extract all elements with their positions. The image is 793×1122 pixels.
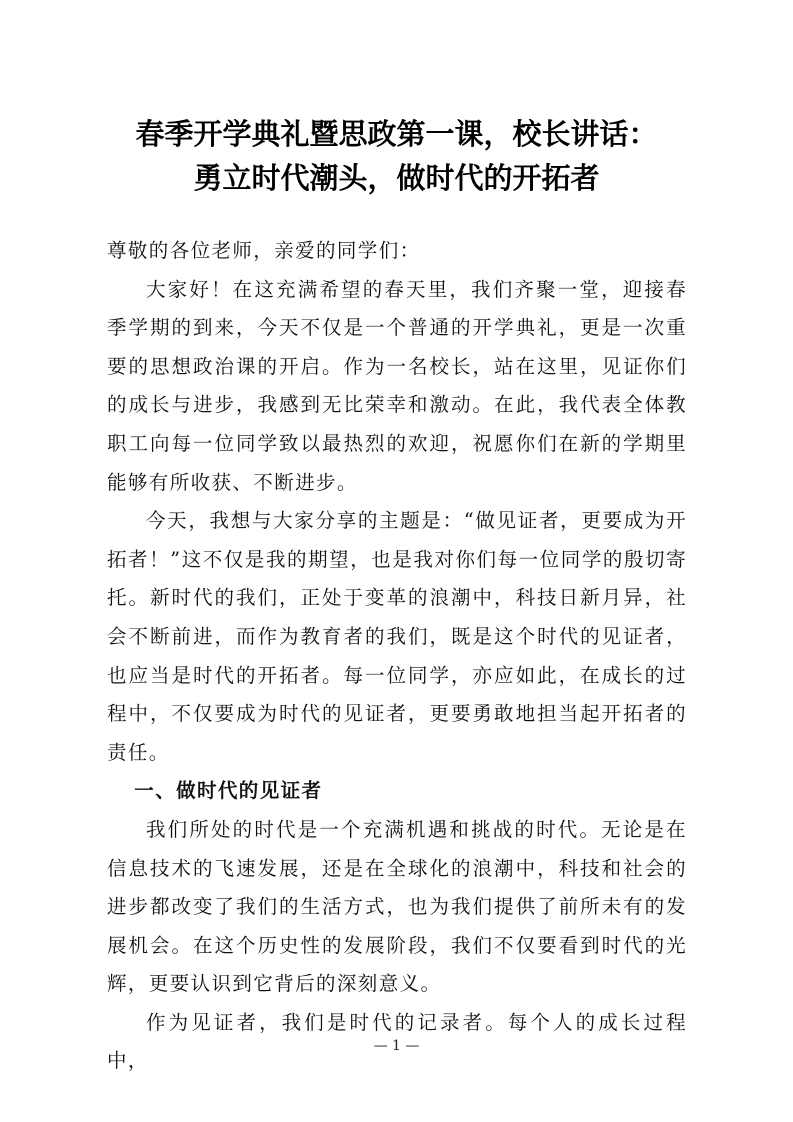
document-body (107, 232, 687, 1081)
paragraph: 大家好！在这充满希望的春天里，我们齐聚一堂，迎接春季学期的到来，今天不仅是一个普通的开学典礼，更是一次重要的思想政治课的开启。作为一名校长，站在这里，见证你们的成长与进步，我感到无比荣幸和激动。在此，我代表全体教职工向每一位同学致以最热烈的欢迎，祝愿你们在新的学期里能够有所收获、不断进步。 (107, 277, 687, 494)
title-line-2: 勇立时代潮头，做时代的开拓者 (193, 161, 600, 195)
paragraph: 今天，我想与大家分享的主题是：“做见证者，更要成为开拓者！”这不仅是我的期望，也是我对你们每一位同学的殷切寄托。新时代的我们，正处于变革的浪潮中，科技日新月异，社会不断前进，而作为教育者的我们，既是这个时代的见证者，也应当是时代的开拓者。每一位同学，亦应如此，在成长的过程中，不仅要成为时代的见证者，更要勇敢地担当起开拓者的责任。 (107, 509, 687, 764)
section-heading: 一、做时代的见证者 (134, 779, 323, 803)
salutation: 尊敬的各位老师，亲爱的同学们： (107, 239, 421, 262)
title-line-1: 春季开学典礼暨思政第一课，校长讲话： (135, 117, 658, 151)
paragraph: 我们所处的时代是一个充满机遇和挑战的时代。无论是在信息技术的飞速发展，还是在全球化的浪潮中，科技和社会的进步都改变了我们的生活方式，也为我们提供了前所未有的发展机会。在这个历史性的发展阶段，我们不仅要看到时代的光辉，更要认识到它背后的深刻意义。 (107, 817, 687, 996)
document-title (100, 112, 693, 200)
page-number: — 1 — (373, 1038, 420, 1054)
paragraph: 作为见证者，我们是时代的记录者。每个人的成长过程中， (107, 1010, 687, 1073)
